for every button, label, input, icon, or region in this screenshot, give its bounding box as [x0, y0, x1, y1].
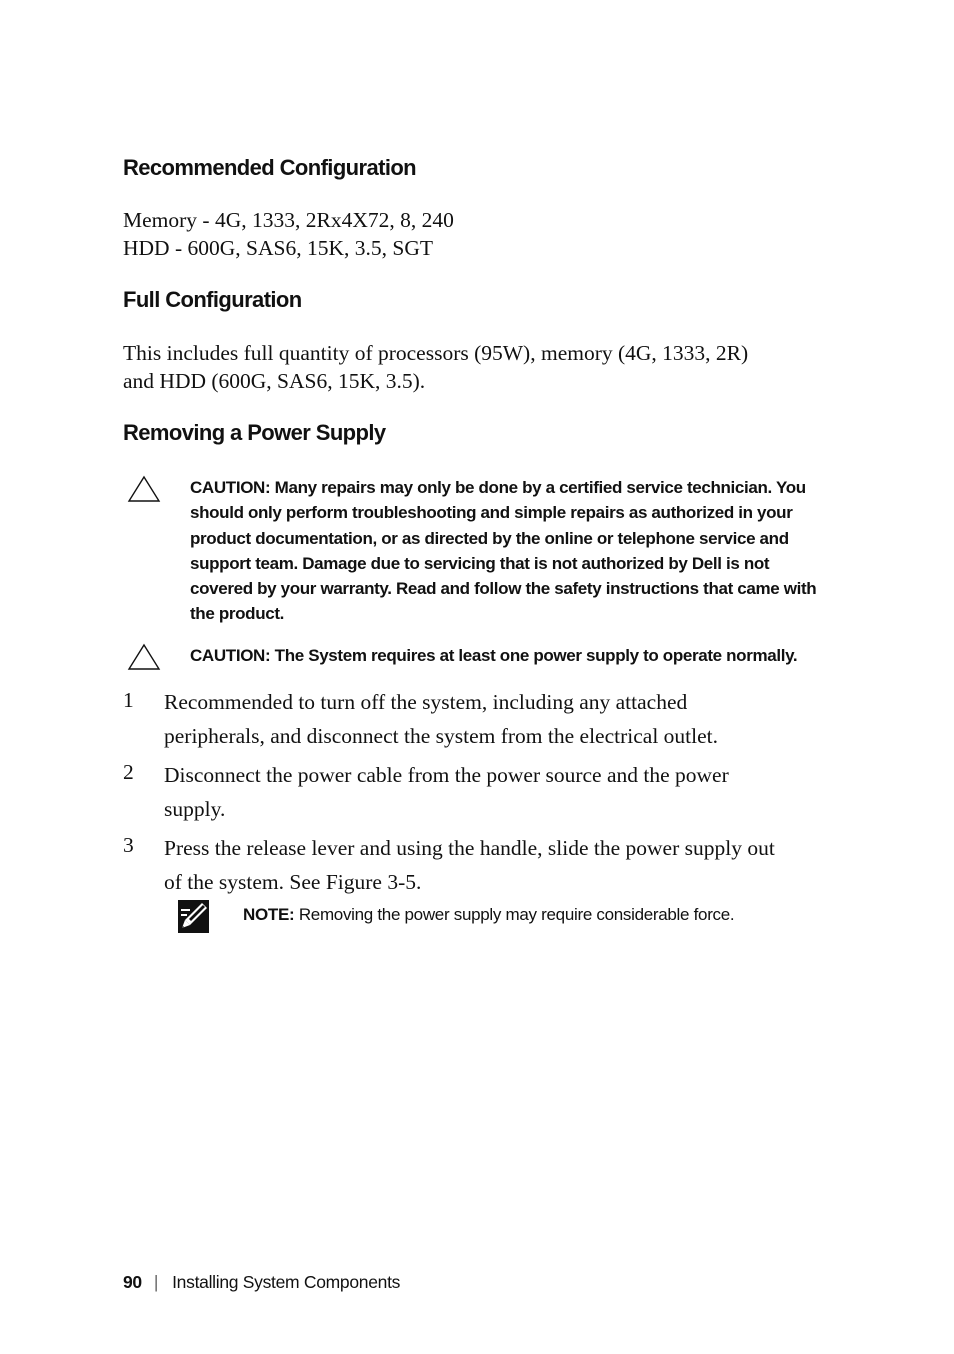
caution-line: the product. [190, 604, 285, 624]
list-item [123, 758, 843, 826]
step-text [164, 758, 843, 826]
caution-triangle-icon [127, 643, 161, 671]
step-text [164, 831, 843, 899]
step-line: supply. [164, 797, 226, 821]
heading-removing-power-supply: Removing a Power Supply [123, 420, 386, 445]
list-item [123, 686, 843, 753]
note-pencil-icon [178, 900, 209, 933]
caution-triangle-icon [127, 475, 161, 503]
note-block [178, 900, 858, 936]
caution-text [190, 475, 870, 627]
note-body: Removing the power supply may require considerable force. [294, 905, 735, 924]
caution-line: CAUTION: Many repairs may only be done by a certified service technician. You [190, 478, 806, 497]
step-number: 3 [123, 833, 134, 857]
note-text [243, 905, 734, 925]
heading-recommended-configuration: Recommended Configuration [123, 155, 417, 180]
caution-line: CAUTION: The System requires at least one power supply to operate normally. [190, 646, 798, 665]
caution-line: covered by your warranty. Read and follow the safety instructions that came with [190, 579, 817, 599]
note-label: NOTE: [243, 905, 295, 924]
step-number: 2 [123, 760, 134, 784]
list-item [123, 831, 843, 899]
paragraph-line: Memory - 4G, 1333, 2Rx4X72, 8, 240 [123, 208, 454, 232]
caution-line: product documentation, or as directed by the online or telephone service and [190, 528, 789, 548]
full-configuration-text [123, 339, 843, 395]
step-line: peripherals, and disconnect the system from the electrical outlet. [164, 723, 719, 748]
chapter-title: Installing System Components [172, 1272, 401, 1292]
step-list [123, 686, 843, 905]
step-number: 1 [123, 688, 134, 712]
paragraph-line: This includes full quantity of processors (95W), memory (4G, 1333, 2R) [123, 341, 749, 365]
step-line: Recommended to turn off the system, including any attached [164, 690, 688, 714]
paragraph-line: HDD - 600G, SAS6, 15K, 3.5, SGT [123, 236, 433, 260]
step-line: of the system. See Figure 3-5. [164, 870, 422, 894]
caution-line: should only perform troubleshooting and simple repairs as authorized in your [190, 503, 793, 523]
caution-line: support team. Damage due to servicing that is not authorized by Dell is not [190, 553, 770, 573]
paragraph-line: and HDD (600G, SAS6, 15K, 3.5). [123, 369, 426, 393]
recommended-configuration-text [123, 206, 843, 262]
caution-block [123, 475, 863, 630]
heading-full-configuration: Full Configuration [123, 287, 302, 312]
footer-separator: | [153, 1272, 159, 1292]
step-line: Disconnect the power cable from the power source and the power [164, 763, 729, 787]
step-text [164, 686, 843, 753]
step-line: Press the release lever and using the handle, slide the power supply out [164, 836, 775, 860]
page-number: 90 [123, 1272, 142, 1292]
page-footer [123, 1272, 400, 1293]
caution-text [190, 643, 870, 668]
caution-block [123, 643, 863, 673]
